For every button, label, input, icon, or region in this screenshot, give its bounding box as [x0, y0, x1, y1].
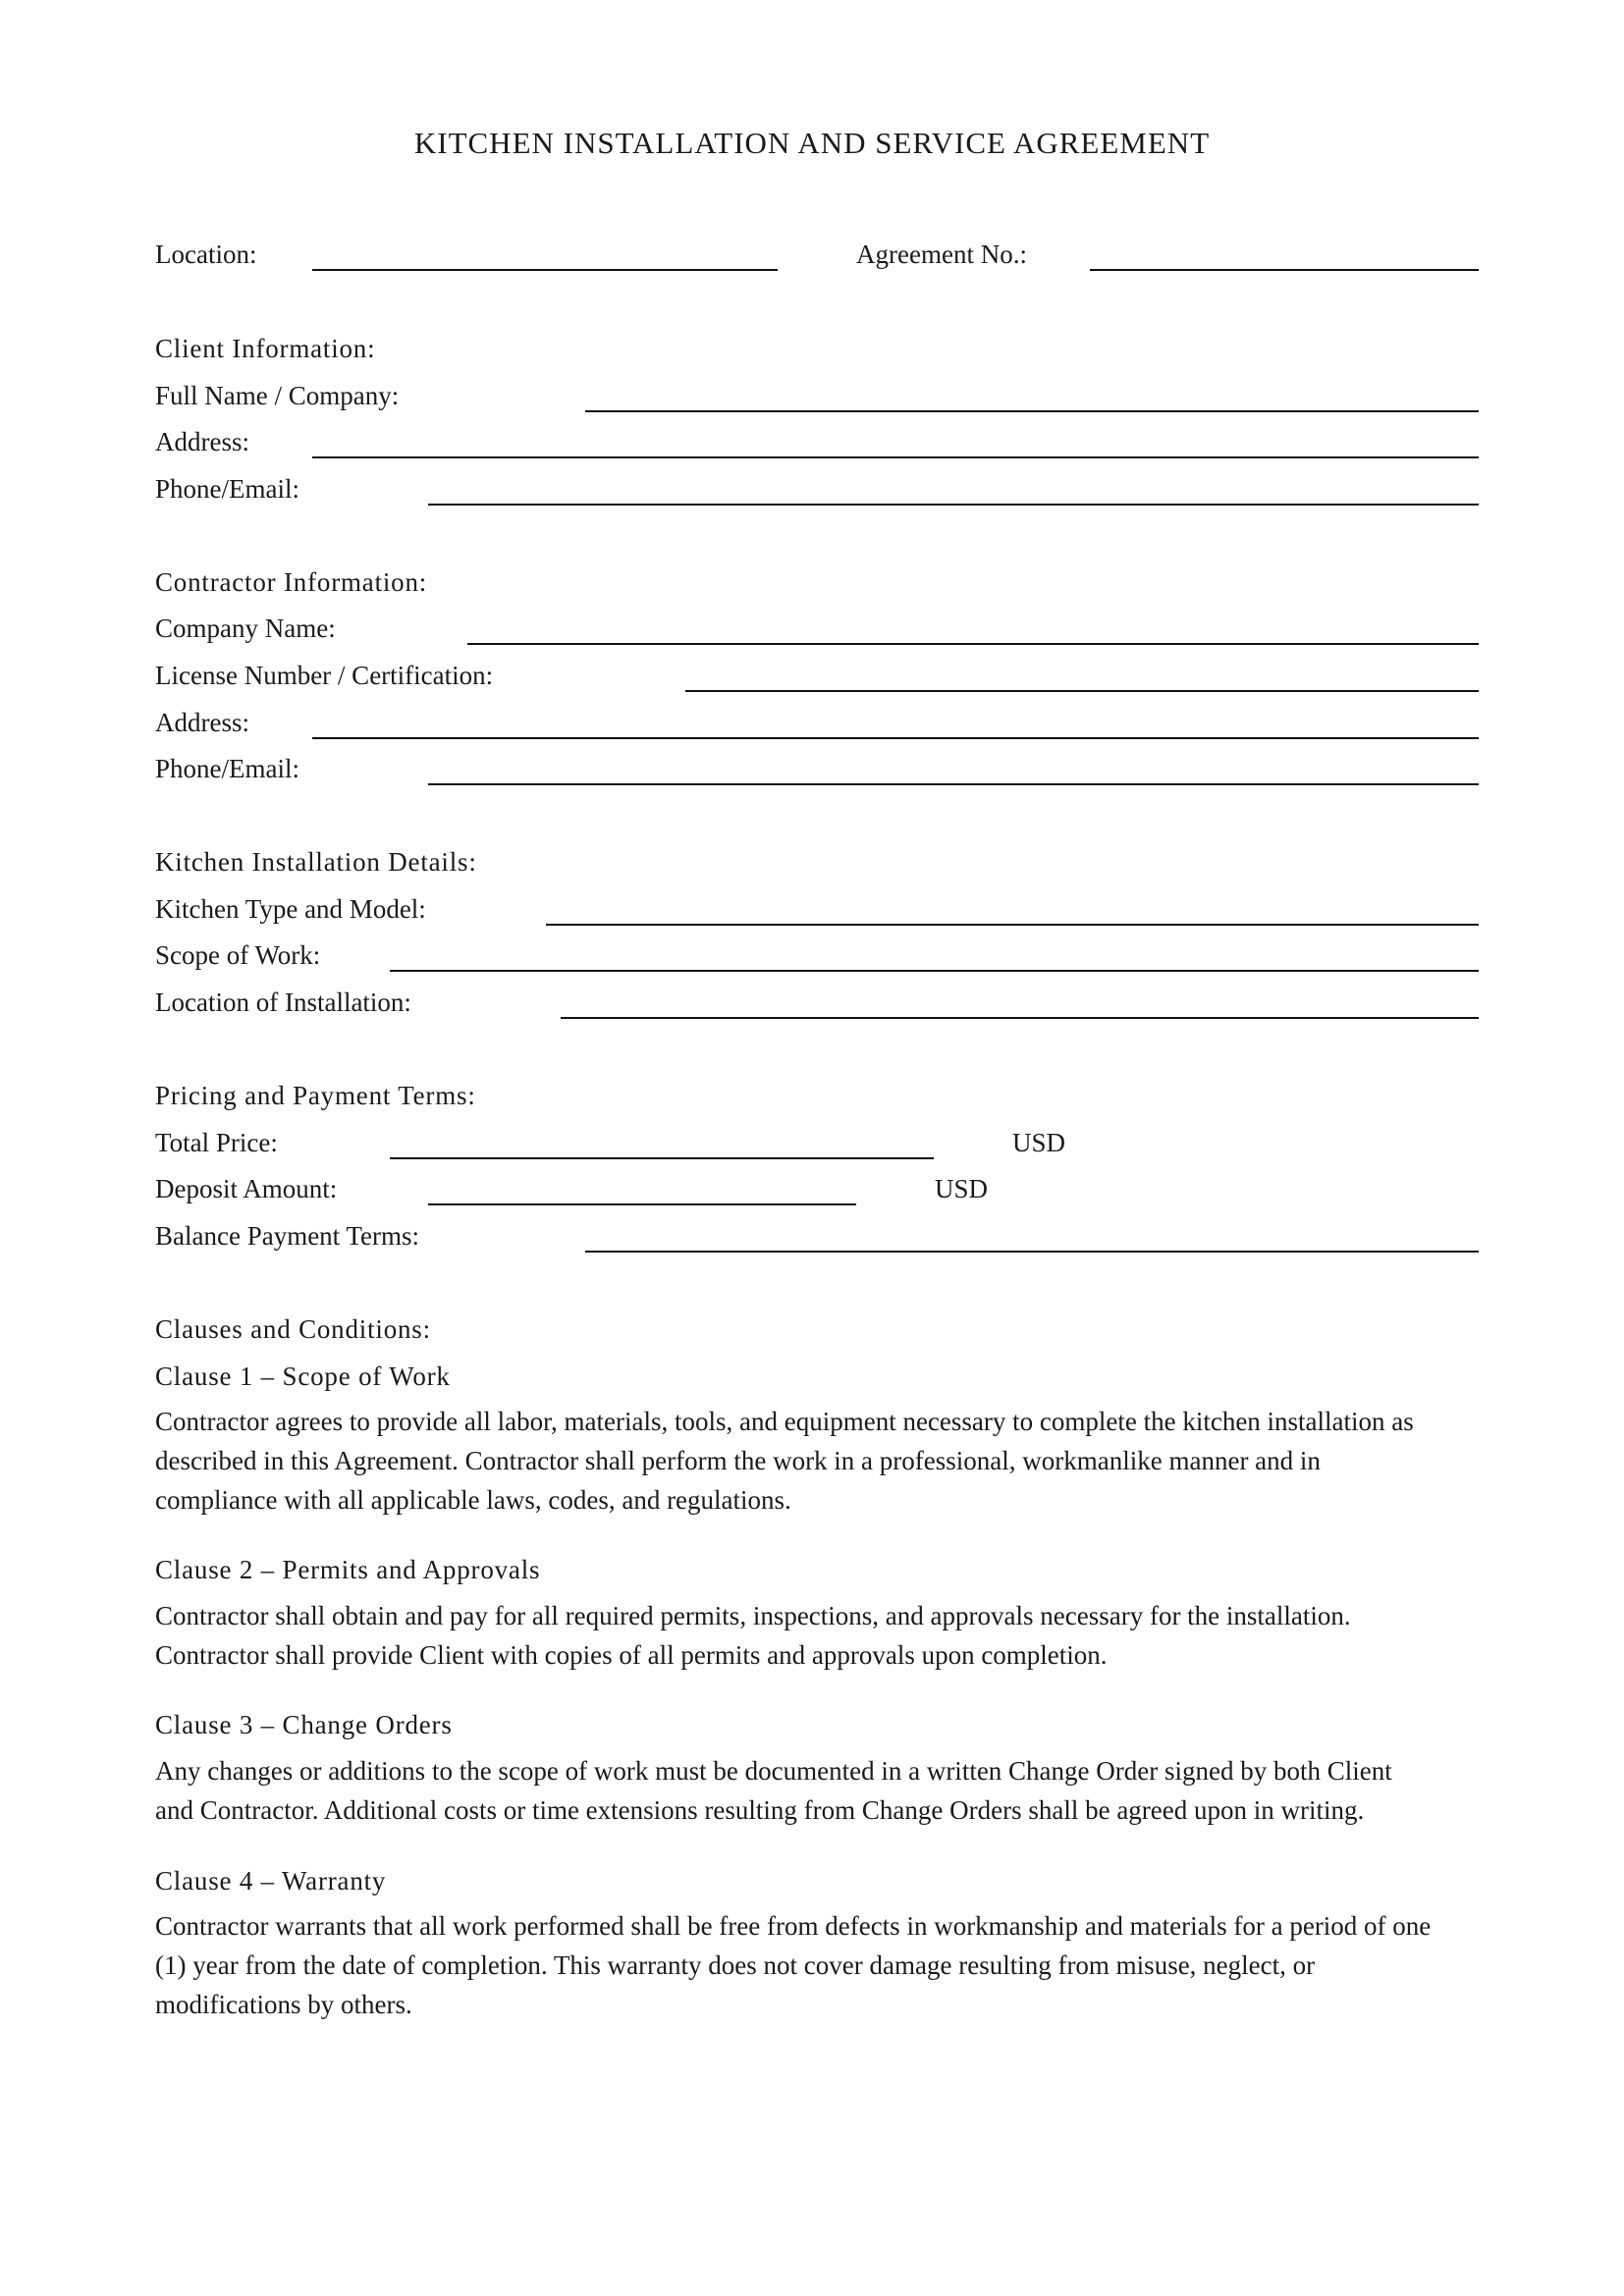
agreement-no-label: Agreement No.:: [856, 240, 1027, 269]
client-name-field[interactable]: [585, 410, 1479, 412]
clause-2-line-1: Contractor shall obtain and pay for all required permits, inspections, and approvals necessary for the installation.: [155, 1601, 1351, 1630]
location-field[interactable]: [312, 269, 778, 271]
balance-terms-label: Balance Payment Terms:: [155, 1221, 420, 1251]
contractor-contact-label: Phone/Email:: [155, 754, 299, 783]
pricing-section-heading: Pricing and Payment Terms:: [155, 1081, 476, 1110]
agreement-no-field[interactable]: [1090, 269, 1479, 271]
clause-3-body: [155, 1751, 1490, 1830]
clause-3-title: Clause 3 – Change Orders: [155, 1710, 453, 1739]
clause-4-line-1: Contractor warrants that all work performed shall be free from defects in workmanship and materials for a period of one: [155, 1911, 1432, 1941]
clause-4-line-3: modifications by others.: [155, 1990, 412, 2019]
balance-terms-field[interactable]: [585, 1251, 1479, 1253]
contractor-company-label: Company Name:: [155, 614, 336, 643]
clause-4-body: [155, 1906, 1490, 2024]
client-contact-label: Phone/Email:: [155, 474, 299, 504]
total-price-label: Total Price:: [155, 1128, 278, 1157]
deposit-amount-label: Deposit Amount:: [155, 1174, 338, 1203]
contractor-address-field[interactable]: [312, 737, 1479, 739]
scope-of-work-label: Scope of Work:: [155, 940, 321, 970]
client-address-label: Address:: [155, 427, 249, 456]
contractor-section-heading: Contractor Information:: [155, 567, 428, 597]
client-address-field[interactable]: [312, 456, 1479, 458]
contractor-company-field[interactable]: [467, 643, 1479, 645]
installation-location-field[interactable]: [561, 1017, 1479, 1019]
total-price-currency: USD: [1012, 1128, 1066, 1157]
clause-1-title: Clause 1 – Scope of Work: [155, 1362, 451, 1391]
clause-2-title: Clause 2 – Permits and Approvals: [155, 1555, 541, 1584]
total-price-field[interactable]: [390, 1157, 934, 1159]
document-title: KITCHEN INSTALLATION AND SERVICE AGREEMENT: [413, 126, 1211, 160]
clause-2-body: [155, 1596, 1490, 1675]
location-label: Location:: [155, 240, 257, 269]
contractor-license-label: License Number / Certification:: [155, 661, 494, 690]
clause-3-line-2: and Contractor. Additional costs or time extensions resulting from Change Orders shall be agreed upon in writing.: [155, 1795, 1365, 1825]
kitchen-type-label: Kitchen Type and Model:: [155, 894, 426, 924]
clause-4-line-2: (1) year from the date of completion. This warranty does not cover damage resulting from misuse, neglect, or: [155, 1950, 1316, 1980]
contractor-address-label: Address:: [155, 708, 249, 737]
clauses-section-heading: Clauses and Conditions:: [155, 1314, 431, 1344]
scope-of-work-field[interactable]: [390, 970, 1479, 972]
clause-1-line-3: compliance with all applicable laws, codes, and regulations.: [155, 1485, 791, 1515]
clause-1-line-1: Contractor agrees to provide all labor, materials, tools, and equipment necessary to complete the kitchen installation as: [155, 1407, 1414, 1436]
clause-1-body: [155, 1402, 1490, 1520]
deposit-amount-currency: USD: [935, 1174, 989, 1203]
clause-1-line-2: described in this Agreement. Contractor shall perform the work in a professional, workmanlike manner and in: [155, 1446, 1321, 1475]
client-contact-field[interactable]: [428, 504, 1479, 506]
installation-section-heading: Kitchen Installation Details:: [155, 847, 477, 877]
installation-location-label: Location of Installation:: [155, 988, 411, 1017]
clause-3-line-1: Any changes or additions to the scope of work must be documented in a written Change Order signed by both Client: [155, 1756, 1392, 1786]
client-section-heading: Client Information:: [155, 334, 376, 363]
kitchen-type-field[interactable]: [546, 924, 1479, 926]
deposit-amount-field[interactable]: [428, 1203, 856, 1205]
contractor-contact-field[interactable]: [428, 783, 1479, 785]
client-name-label: Full Name / Company:: [155, 381, 400, 410]
clause-2-line-2: Contractor shall provide Client with copies of all permits and approvals upon completion.: [155, 1640, 1108, 1670]
contractor-license-field[interactable]: [685, 690, 1479, 692]
clause-4-title: Clause 4 – Warranty: [155, 1866, 387, 1896]
